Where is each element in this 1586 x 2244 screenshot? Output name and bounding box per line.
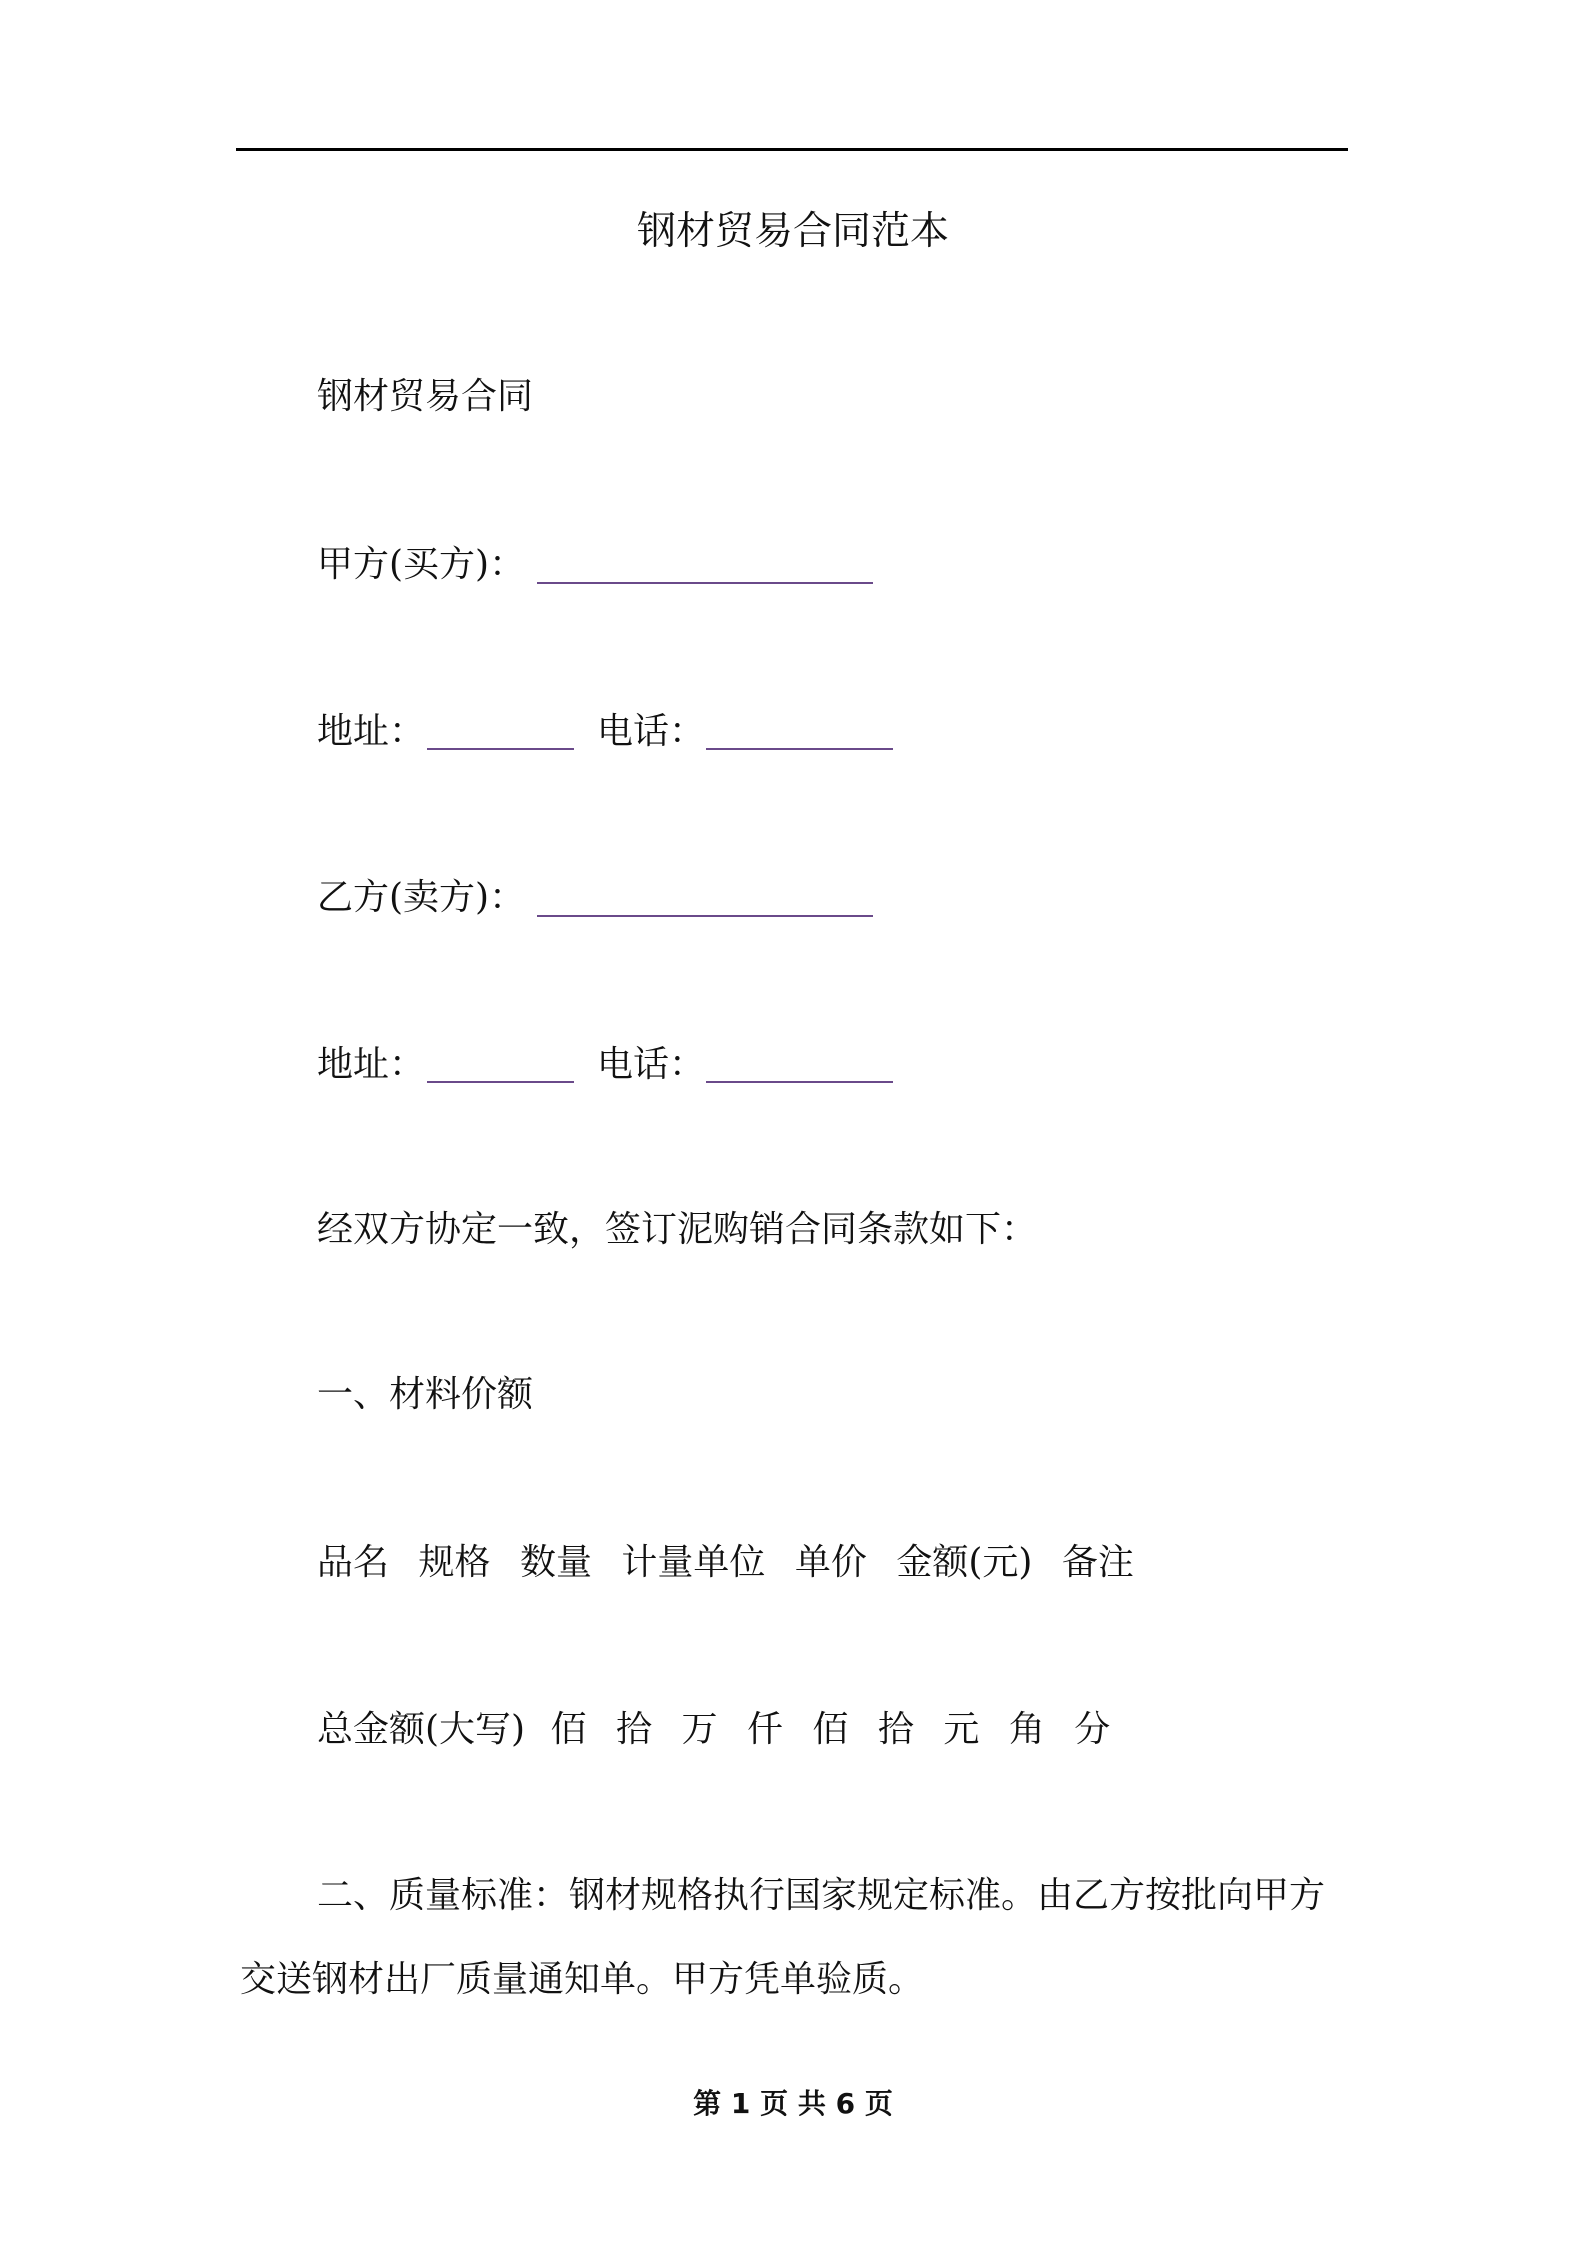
- price-table-header: [317, 1541, 1134, 1585]
- total-amount-line: [317, 1708, 1110, 1752]
- page-number: 第 1 页 共 6 页: [693, 2087, 893, 2120]
- party-a-phone-blank[interactable]: [706, 748, 893, 750]
- party-b-name-blank[interactable]: [537, 915, 873, 917]
- col-amount: 金额(元): [896, 1542, 1033, 1583]
- unit-qian: 仟: [746, 1709, 783, 1750]
- party-a-address-blank[interactable]: [427, 748, 574, 750]
- party-b-address-label: 地址：: [317, 1044, 426, 1085]
- col-name: 品名: [317, 1542, 390, 1583]
- party-b-phone-blank[interactable]: [706, 1081, 893, 1083]
- col-remark: 备注: [1061, 1542, 1134, 1583]
- intro-text: 经双方协定一致，签订泥购销合同条款如下：: [317, 1209, 1038, 1250]
- header-rule: [236, 148, 1348, 151]
- party-a-address-label: 地址：: [317, 711, 426, 752]
- unit-shi: 拾: [616, 1709, 653, 1750]
- document-title: 钢材贸易合同范本: [636, 209, 949, 254]
- contract-heading: 钢材贸易合同: [317, 376, 534, 417]
- col-unit: 计量单位: [621, 1542, 766, 1583]
- unit-yuan: 元: [943, 1709, 980, 1750]
- party-a-phone-label: 电话：: [597, 711, 706, 752]
- party-a-name-blank[interactable]: [537, 582, 873, 584]
- party-b-address-blank[interactable]: [427, 1081, 574, 1083]
- party-a-label: 甲方(买方)：: [317, 544, 526, 585]
- col-unit-price: 单价: [794, 1542, 867, 1583]
- unit-jiao: 角: [1008, 1709, 1045, 1750]
- section-1-heading: 一、材料价额: [317, 1374, 534, 1415]
- col-quantity: 数量: [519, 1542, 592, 1583]
- unit-bai: 佰: [550, 1709, 587, 1750]
- col-spec: 规格: [418, 1542, 491, 1583]
- unit-bai-2: 佰: [812, 1709, 849, 1750]
- section-2-line-1: 二、质量标准：钢材规格执行国家规定标准。由乙方按批向甲方: [317, 1875, 1326, 1916]
- party-b-phone-label: 电话：: [597, 1044, 706, 1085]
- unit-wan: 万: [681, 1709, 718, 1750]
- unit-fen: 分: [1074, 1709, 1111, 1750]
- section-2-line-2: 交送钢材出厂质量通知单。甲方凭单验质。: [240, 1959, 925, 2000]
- total-label: 总金额(大写): [317, 1709, 526, 1750]
- party-b-label: 乙方(卖方)：: [317, 877, 526, 918]
- unit-shi-2: 拾: [877, 1709, 914, 1750]
